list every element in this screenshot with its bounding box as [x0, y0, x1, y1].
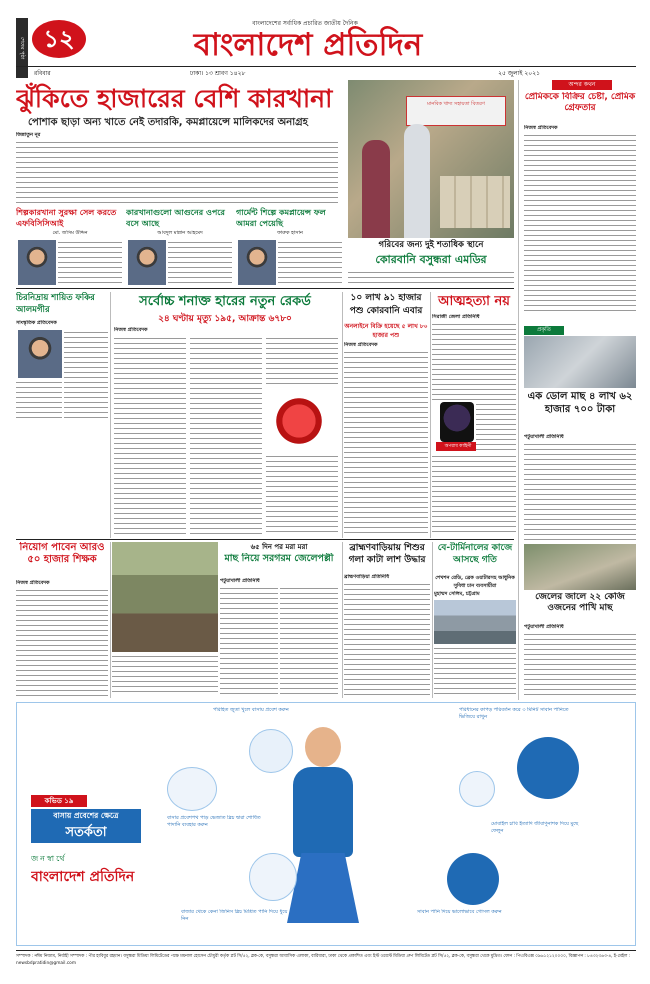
terminal-body	[434, 646, 516, 696]
ad-tip-6: সাবান পানি দিয়ে ভালোভাবে গোসল করুন	[417, 909, 502, 915]
obituary-headline: চিরনিদ্রায় শায়িত ফকির আলমগীর	[16, 293, 95, 315]
page-label: শেষের পৃষ্ঠা	[16, 18, 28, 78]
ad-tip-1: পরিহিত জুতা খুলে বাসায় প্রবেশ করুন	[213, 707, 289, 713]
teachers-headline: নিয়োগ পাবেন আরও ৫০ হাজার শিক্ষক	[19, 542, 105, 565]
terminal-title: বে-টার্মিনালের কাজে আসছে গতি	[437, 543, 513, 565]
col-divider-5	[342, 542, 343, 698]
murder-body-3	[432, 454, 516, 536]
fish-body-3	[112, 654, 218, 696]
footer-imprint: সম্পাদক : নঈম নিজাম, নির্বাহী সম্পাদক : পীর হাবিবুর রহমান। বসুন্ধরা মিডিয়া লিমিটেডের পক্ষে ময়নাল হোসেন চৌধুরী কর্তৃক প্লট সি/৫২, ব্লক-কে, বসুন্ধরা আবাসিক এলাকা, বারিধারা, ঢাকা থেকে প্রকাশিত এবং ইস্ট ওয়েস্ট মিডিয়া গ্রুপ লিমিটেড প্লট সি/৫২, ব্লক-কে, বসুন্ধরা থেকে মুদ্রিত। ফোন : পিএবিএক্স ০৯৬১২১২০০০০, বিজ্ঞাপন : ৮৪৩২৩৬৩-৪, ই-মেইল : newsbdpratidin@gmail.com	[16, 954, 630, 966]
photo-story-headline-top: গরিবের জন্য দুই শতাধিক স্থানে	[378, 240, 484, 250]
sidebar-headline: প্রেমিককে বিক্রির চেষ্টা, প্রেমিক গ্রেফতার	[524, 92, 636, 113]
teachers-body	[16, 588, 108, 696]
lead-opinion-1-title: শিল্পকারখানা সুরক্ষা সেল করতে এফবিসিসিআই	[16, 208, 117, 228]
ad-circle-5	[249, 853, 297, 901]
covid-body-1	[114, 336, 186, 536]
cattle-headline: ১০ লাখ ৯১ হাজার পশু কোরবানি এবার	[349, 293, 423, 316]
photo-sacks	[440, 176, 510, 228]
sidebar-byline: নিজস্ব প্রতিবেদক	[524, 125, 558, 131]
ad-tip-2: পরিধানের কাপড় পরিবর্তন করে ৩ মিনিট সাবান পানিতে ভিজিয়ে রাখুন	[459, 707, 569, 720]
masthead-day: রবিবার	[34, 70, 51, 77]
cattle-sub: অনলাইনে বিক্রি হয়েছে ৫ লাখ ৮০ হাজার পশু	[344, 323, 428, 339]
ad-figure-head	[305, 727, 341, 767]
sidebar-divider	[518, 80, 519, 700]
fish-photo	[112, 542, 218, 652]
col-divider-3	[430, 292, 431, 538]
sidebar-box-headline: এক ডোল মাছ ৪ লাখ ৬২ হাজার ৭০০ টাকা	[527, 391, 633, 415]
lead-opinion-2-title: কারখানাগুলো আগুনের ওপরে বসে আছে	[126, 208, 225, 228]
terminal-photo	[434, 600, 516, 644]
lead-opinion-1-photo	[18, 240, 56, 285]
covid-headline-main: সর্বোচ্চ শনাক্ত হারের নতুন রেকর্ড	[139, 294, 311, 309]
obituary-body	[64, 330, 108, 420]
murder-byline: সিরাজী জেলা প্রতিনিধি	[432, 314, 480, 320]
ad-public-interest: জনস্বার্থে	[31, 854, 67, 863]
footer-rule	[16, 950, 636, 951]
sidebar-box-body	[524, 442, 636, 540]
sidebar-box-photo	[524, 336, 636, 388]
covid-virus-icon	[270, 392, 328, 450]
terminal-sub: শেখশন রেডি, ব্রেক ওয়াটারসহ আধুনিক সুবিধা চান ব্যবসায়ীরা	[435, 575, 515, 589]
ad-brand: বাংলাদেশ প্রতিদিন	[31, 869, 135, 885]
fish-headline-top: ৬৫ দিন পর মরা মরা	[250, 543, 308, 551]
ad-circle-4	[459, 771, 495, 807]
ad-tip-3: বাসার প্রবেশপথ পাড় ভেজাত ব্লিচ দ্বারা শোধিত পাদানি ব্যবহার করুন	[167, 815, 261, 828]
obituary-photo	[18, 330, 62, 378]
murder-body-1	[432, 322, 516, 400]
fish-body-2	[280, 586, 338, 696]
photo-person-1	[362, 140, 390, 238]
murder-body-2	[476, 402, 516, 452]
lead-headline: ঝুঁকিতে হাজারের বেশি কারখানা	[16, 84, 333, 113]
terminal-byline: মুহাম্মদ সেলিম, চট্টগ্রাম	[434, 591, 480, 597]
body-byline: ব্রাহ্মণবাড়িয়া প্রতিনিধি	[344, 574, 390, 580]
lead-opinion-3-author: ফারুক হাসান	[277, 230, 303, 236]
masthead-tagline: বাংলাদেশের সর্বাধিক প্রচারিত জাতীয় দৈনিক	[252, 20, 358, 27]
ad-line-1: বাসায় প্রবেশের ক্ষেত্রে	[31, 809, 141, 823]
ad-figure-body	[293, 767, 353, 857]
ad-circle-3	[167, 767, 217, 811]
lead-opinion-3-body	[278, 240, 342, 285]
photo-story-banner: মানবিক খাদ্য সহায়তা বিতরণ	[406, 96, 506, 126]
body-body	[344, 582, 430, 696]
lead-opinion-3-title: গার্মেন্ট শিল্পে কমপ্লায়েন্স ফল আমরা পেয়েছি	[236, 208, 326, 228]
photo-story-body	[348, 270, 514, 286]
masthead-rule	[16, 66, 636, 67]
lead-subhead: পোশাক ছাড়া অন্য খাতে নেই তদারকি, কমপ্লায়েন্সে মালিকদের অনাগ্রহ	[28, 117, 308, 128]
ad-circle-2	[517, 737, 579, 799]
murder-headline: আত্মহত্যা নয়	[438, 294, 510, 309]
lead-opinion-2-body	[168, 240, 232, 285]
murder-logo	[440, 402, 474, 442]
lead-opinion-2-photo	[128, 240, 166, 285]
cattle-byline: নিজস্ব প্রতিবেদক	[344, 342, 378, 348]
lead-opinion-2-author: আবদুল মান্নান আহমেদ	[157, 230, 203, 236]
fish-headline-main: মাছ নিয়ে সরগরম জেলেপল্লী	[224, 553, 334, 564]
covid-body-4	[266, 454, 338, 536]
fish-byline: পটুয়াখালী প্রতিনিধি	[220, 578, 260, 584]
col-divider-6	[432, 542, 433, 698]
section-rule-2	[16, 539, 514, 540]
masthead-title: বাংলাদেশ প্রতিদিন	[193, 27, 423, 63]
ad-label: কভিড ১৯	[31, 795, 87, 807]
sidebar-body	[524, 133, 636, 313]
body-headline: ব্রাহ্মণবাড়িয়ায় শিশুর গলা কাটা লাশ উদ্ধার	[348, 543, 426, 565]
col-divider-2	[342, 292, 343, 538]
sidebar-net-body	[524, 632, 636, 698]
lead-opinion-3-photo	[238, 240, 276, 285]
ad-line-2: সতর্কতা	[31, 823, 141, 843]
covid-ad	[16, 702, 636, 946]
masthead-date-bn: ঢাকা। ১৩ শ্রাবণ ১৪২৮	[190, 70, 246, 77]
obituary-byline: সাংস্কৃতিক প্রতিবেদক	[16, 320, 57, 326]
col-divider-1	[110, 292, 111, 538]
masthead-date-en: ২৫ জুলাই ২০২১	[498, 70, 540, 77]
teachers-byline: নিজস্ব প্রতিবেদক	[16, 580, 50, 586]
ad-circle-1	[249, 729, 293, 773]
sidebar-box-byline: পটুয়াখালী প্রতিনিধি	[524, 434, 564, 440]
ad-figure-skirt	[287, 853, 359, 923]
cattle-body	[344, 350, 428, 536]
photo-person-2	[404, 124, 430, 238]
ad-tip-4: মোবাইল চাবি ইত্যাদি জীবাণুনাশক দিয়ে মুছে ফেলুন	[491, 821, 579, 834]
sidebar-net-headline: জেলের জালে ২২ কেজি ওজনের পাখি মাছ	[535, 592, 625, 613]
covid-body-2	[190, 336, 262, 536]
col-divider-4	[110, 542, 111, 698]
ad-tip-5: বাজার থেকে কেনা জিনিস ব্লিচ মিশ্রিত পানি দিয়ে ধুয়ে নিন	[181, 909, 288, 922]
fish-body-1	[220, 586, 278, 696]
photo-story-headline-main: কোরবানি বসুন্ধরা এমডির	[375, 253, 487, 266]
section-rule-1	[16, 288, 514, 289]
photo-story-image	[348, 80, 514, 238]
sidebar-label: অন্দর কথন	[552, 80, 612, 90]
murder-logo-text: অপরাধ কাহিনী	[436, 442, 480, 451]
sidebar-net-byline: পটুয়াখালী প্রতিনিধি	[524, 624, 564, 630]
covid-body-3	[266, 336, 338, 388]
lead-opinion-1-author: মো. জসিম উদ্দিন	[52, 230, 88, 236]
ad-circle-6	[447, 853, 499, 905]
lead-body	[16, 140, 338, 206]
lead-opinion-1-body	[58, 240, 122, 285]
obituary-body-2	[16, 380, 62, 420]
lead-byline: জিন্নাতুন নূর	[16, 132, 41, 138]
covid-headline-top: ২৪ ঘণ্টায় মৃত্যু ১৯৫, আক্রান্ত ৬৭৮০	[158, 314, 292, 324]
covid-byline: নিজস্ব প্রতিবেদক	[114, 327, 148, 333]
logo-number: ১২	[32, 20, 86, 58]
sidebar-net-photo	[524, 544, 636, 590]
sidebar-box-label: প্রকৃতি	[524, 326, 564, 335]
